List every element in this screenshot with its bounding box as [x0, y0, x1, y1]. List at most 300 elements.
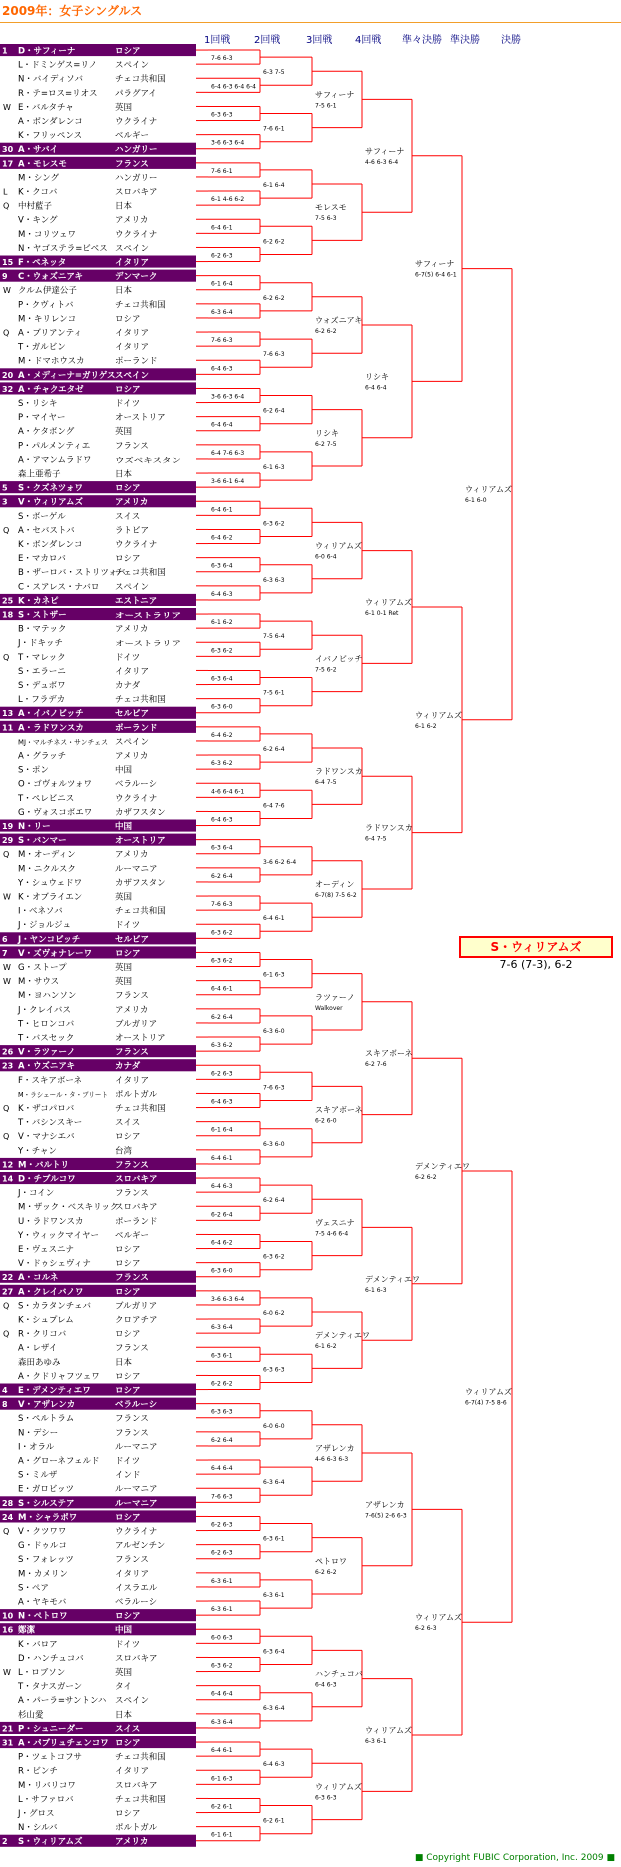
match-score: 6-2 6-3	[211, 1070, 233, 1078]
player-country: 日本	[115, 286, 133, 297]
player-name: S・デュボワ	[18, 681, 66, 691]
player-country: カナダ	[115, 1061, 141, 1072]
match-score: 6-3 6-2	[211, 929, 233, 937]
player-country: ハンガリー	[115, 173, 158, 184]
winner-name: イバノビッチ	[315, 654, 363, 664]
player-country: ルーマニア	[115, 864, 158, 875]
winner-name: サフィーナ	[365, 146, 405, 156]
match-score: 6-2 7-6	[365, 1061, 387, 1069]
match-score: 6-3 6-4	[263, 1648, 285, 1656]
player-country: フランス	[115, 1273, 149, 1284]
match-score: 7-6 6-1	[263, 125, 285, 133]
player-country: チェコ共和国	[115, 1794, 166, 1805]
winner-name: ラドワンスカ	[315, 767, 363, 777]
player-country: ベラルーシ	[115, 1597, 158, 1608]
match-score: 6-4 6-4	[211, 421, 233, 429]
player-name: N・ペトロワ	[18, 1611, 68, 1622]
player-country: オーストリア	[115, 836, 166, 847]
player-country: 中国	[115, 1625, 133, 1636]
match-score: 6-2 6-4	[211, 1211, 233, 1219]
player-country: セルビア	[115, 934, 150, 945]
seed-number: 22	[2, 1273, 14, 1283]
match-score: 3-6 6-1 6-4	[211, 478, 245, 486]
player-name: クルム伊達公子	[18, 286, 77, 297]
player-country: 英国	[115, 1668, 133, 1678]
player-country: ロシア	[115, 46, 141, 57]
player-country: クロアチア	[115, 1315, 158, 1326]
match-score: 7-6 6-1	[211, 167, 233, 175]
player-country: エストニア	[115, 596, 158, 607]
match-score: 6-4 7-5	[365, 835, 387, 843]
player-country: パラグアイ	[115, 88, 157, 99]
player-name: F・ペネッタ	[18, 258, 67, 268]
seed-number: 27	[2, 1287, 14, 1297]
player-name: S・カラタンチェバ	[18, 1301, 92, 1312]
match-score: 6-2 6-2	[263, 238, 285, 246]
player-country: ウズベキスタン	[115, 456, 164, 465]
match-score: 7-6 6-3	[211, 55, 233, 63]
player-name: O・ゴヴォルツォワ	[18, 779, 93, 790]
player-name: D・ハンチュコバ	[18, 1653, 84, 1664]
match-score: 6-3 6-4	[211, 308, 233, 316]
player-name: A・パーラ=サントンハ	[18, 1696, 107, 1707]
match-score: 6-3 7-5	[263, 69, 285, 77]
player-country: ポルトガル	[115, 1089, 158, 1100]
match-score: 7-5 6-1	[263, 689, 285, 697]
entry-code: Q	[3, 328, 10, 338]
player-name: J・クレイバス	[18, 1005, 71, 1016]
player-country: スペイン	[115, 1696, 150, 1707]
player-country: アメリカ	[115, 1837, 149, 1848]
winner-name: ハンチュコバ	[315, 1669, 363, 1679]
player-name: Y・チャン	[18, 1146, 57, 1157]
match-score: 6-4 6-3	[211, 1098, 233, 1106]
player-name: T・ペレビニス	[18, 793, 75, 804]
player-name: S・クズネツォワ	[18, 483, 83, 494]
player-name: D・チブルコワ	[18, 1174, 76, 1185]
player-name: P・パルメンティエ	[18, 441, 91, 452]
winner-name: デメンティエワ	[365, 1274, 421, 1284]
seed-number: 20	[2, 370, 14, 380]
player-country: ウクライナ	[115, 1527, 158, 1537]
player-name: N・デシー	[18, 1428, 59, 1439]
seed-number: 14	[2, 1174, 14, 1184]
match-score: 6-3 6-1	[211, 1352, 233, 1360]
match-score: 6-3 6-4	[211, 562, 233, 570]
player-country: ドイツ	[115, 1639, 141, 1650]
player-country: アメリカ	[115, 215, 149, 226]
player-country: ベラルーシ	[115, 779, 158, 790]
player-name: A・グローネフェルド	[18, 1456, 100, 1467]
seed-number: 26	[2, 1047, 14, 1057]
player-name: K・ボンダレンコ	[18, 540, 83, 550]
player-country: アルゼンチン	[115, 1541, 166, 1552]
match-score: 6-4 6-3	[211, 365, 233, 373]
player-name: E・ガロビッツ	[18, 1484, 75, 1495]
match-score: 6-1 6-3	[263, 971, 285, 979]
player-name: A・ボンダレンコ	[18, 117, 83, 127]
player-name: A・レザイ	[18, 1343, 58, 1354]
match-score: 7-5 6-3	[315, 215, 337, 223]
match-score: 6-4 6-2	[211, 731, 233, 739]
seed-number: 10	[2, 1611, 14, 1621]
seed-number: 11	[2, 723, 14, 733]
player-name: A・ウズニアキ	[18, 1061, 75, 1072]
player-name: N・リー	[18, 822, 51, 832]
match-score: 6-4 6-3	[211, 590, 233, 598]
winner-name: デメンティエワ	[315, 1331, 371, 1341]
winner-name: スキアボーネ	[365, 1049, 413, 1059]
seed-number: 30	[2, 145, 14, 155]
match-score: 6-3 6-2	[263, 520, 285, 528]
player-country: 英国	[115, 977, 133, 988]
match-score: 6-3 6-1	[211, 1577, 233, 1585]
match-score: 4-6 6-3 6-3	[315, 1456, 349, 1463]
player-name: V・ラツァーノ	[18, 1047, 76, 1058]
match-score: 6-7(4) 7-5 8-6	[465, 1399, 507, 1407]
player-name: MJ・マルチネス・サンチェス	[18, 738, 108, 747]
match-score: 7-6(5) 2-6 6-3	[365, 1512, 407, 1520]
player-country: ルーマニア	[115, 1484, 158, 1495]
player-country: オーストラリア	[115, 611, 181, 620]
player-country: フランス	[115, 1428, 149, 1439]
match-score: 6-1 6-1	[211, 1831, 233, 1839]
player-name: M・ニクルスク	[18, 864, 76, 875]
match-score: 6-3 6-4	[263, 1704, 285, 1712]
match-score: 6-4 6-2	[211, 1239, 233, 1247]
player-name: S・バンマー	[18, 836, 67, 847]
match-score: 6-1 6-3	[263, 464, 285, 471]
match-score: 6-1 6-2	[315, 1343, 337, 1351]
player-country: ロシア	[115, 1329, 141, 1340]
match-score: 6-2 6-4	[211, 872, 233, 880]
winner-name: モレスモ	[315, 203, 347, 213]
match-score: 6-4 6-3	[315, 1681, 337, 1689]
player-name: C・ウォズニアキ	[18, 272, 84, 283]
seed-number: 8	[2, 1400, 8, 1410]
player-country: ベラルーシ	[115, 1400, 158, 1411]
match-score: 6-2 6-4	[211, 1436, 233, 1444]
match-score: 6-2 6-4	[211, 1013, 233, 1021]
player-name: A・イバノビッチ	[18, 709, 84, 720]
match-score: 6-4 6-2	[211, 534, 233, 542]
winner-name: ウォズニアキ	[315, 316, 363, 325]
player-name: 鄭潔	[18, 1625, 36, 1636]
match-score: 7-5 4-6 6-4	[315, 1230, 349, 1238]
player-name: R・クリコバ	[18, 1329, 67, 1340]
champion-name: S・ウィリアムズ	[459, 936, 613, 958]
player-country: ルーマニア	[115, 1498, 158, 1509]
entry-code: L	[3, 187, 8, 197]
player-name: A・ラドワンスカ	[18, 723, 84, 734]
match-score: 6-1 6-0	[465, 497, 487, 505]
match-score: 6-1 6-2	[211, 619, 233, 627]
page-title: 2009年：女子シングルス	[2, 4, 143, 18]
match-score: 6-3 6-2	[211, 1042, 233, 1050]
entry-code: W	[3, 102, 11, 112]
player-name: A・アマンムラドワ	[18, 455, 92, 466]
player-country: チェコ共和国	[115, 906, 166, 917]
player-country: イタリア	[115, 258, 150, 268]
match-score: 6-7(5) 6-4 6-1	[415, 271, 457, 279]
player-country: アメリカ	[115, 850, 149, 861]
player-name: K・ザコパロバ	[18, 1104, 75, 1114]
winner-name: スキアボーネ	[315, 1105, 363, 1115]
match-score: 6-4 6-1	[211, 1747, 233, 1755]
player-country: スペイン	[115, 582, 150, 593]
player-country: 台湾	[115, 1146, 133, 1157]
seed-number: 4	[2, 1386, 8, 1395]
entry-code: Q	[3, 850, 10, 860]
winner-name: ウィリアムズ	[465, 485, 512, 495]
player-name: S・ペルトラム	[18, 1414, 75, 1425]
player-name: K・オブライエン	[18, 892, 83, 903]
match-score: 6-3 6-0	[211, 1267, 233, 1275]
player-country: ロシア	[115, 1809, 141, 1819]
player-name: M・バルトリ	[18, 1160, 69, 1171]
match-score: 6-2 6-3	[211, 1549, 233, 1557]
player-name: M・コリツェワ	[18, 229, 76, 240]
match-score: 6-3 6-1	[263, 1592, 285, 1599]
match-score: 6-2 6-1	[211, 1803, 233, 1811]
match-score: 6-3 6-2	[211, 1662, 233, 1670]
seed-number: 31	[2, 1738, 14, 1748]
match-score: 6-4 6-3 6-4 6-4	[211, 83, 256, 91]
player-country: フランス	[115, 991, 149, 1002]
match-score: 6-3 6-0	[263, 1028, 285, 1035]
entry-code: Q	[3, 1527, 10, 1536]
player-name: M・キリレンコ	[18, 314, 77, 325]
match-score: 6-3 6-3	[315, 1794, 337, 1802]
player-name: M・ザック・ベスキリック	[18, 1202, 119, 1213]
match-score: 6-4 7-5	[315, 779, 337, 787]
winner-name: ペトロワ	[315, 1556, 347, 1566]
player-country: ポーランド	[115, 1216, 158, 1227]
entry-code: W	[3, 977, 11, 987]
round-header-3: 3回戦	[306, 35, 333, 46]
player-name: N・ヤゴステラ=ビベス	[18, 243, 108, 254]
entry-code: W	[3, 892, 11, 902]
player-country: ウクライナ	[115, 793, 158, 804]
match-score: 6-2 6-2	[415, 1174, 437, 1181]
match-score: 6-1 4-6 6-2	[211, 196, 245, 204]
match-score: 6-3 6-4	[211, 675, 233, 683]
winner-name: ウィリアムズ	[415, 710, 462, 720]
match-score: 6-2 6-4	[263, 1197, 285, 1205]
match-score: 6-2 6-2	[315, 1568, 337, 1576]
entry-code: Q	[3, 201, 10, 211]
player-name: U・ラドワンスカ	[18, 1216, 84, 1227]
player-name: A・コルネ	[18, 1273, 59, 1284]
match-score: 6-3 6-4	[211, 1718, 233, 1726]
match-score: 7-6 6-3	[211, 901, 233, 909]
player-name: Y・シュウェドワ	[18, 878, 83, 889]
player-name: K・クコバ	[18, 187, 58, 198]
entry-code: Q	[3, 1301, 10, 1311]
player-country: フランス	[115, 1047, 149, 1058]
round-header-1: 1回戦	[204, 35, 231, 46]
player-name: M・シャラポワ	[18, 1512, 78, 1523]
player-name: R・テ=ロス=リオス	[18, 88, 98, 99]
winner-name: ウィリアムズ	[315, 541, 362, 551]
player-name: P・マイヤー	[18, 413, 66, 424]
winner-name: リシキ	[365, 372, 389, 382]
match-score: 6-2 6-3	[415, 1625, 437, 1633]
match-score: 6-4 6-1	[211, 506, 233, 514]
player-name: M・サウス	[18, 977, 60, 988]
player-country: 英国	[115, 892, 133, 903]
match-score: 6-3 6-3	[211, 1408, 233, 1416]
player-country: イタリア	[115, 328, 150, 339]
match-score: 6-2 6-4	[263, 407, 285, 415]
player-country: フランス	[115, 1160, 149, 1171]
player-name: P・クヴィトバ	[18, 300, 74, 311]
player-country: スロバキア	[115, 1202, 158, 1213]
player-name: M・ドマホウスカ	[18, 356, 85, 367]
player-country: アメリカ	[115, 1005, 149, 1016]
player-country: ロシア	[115, 1371, 141, 1382]
round-header-sf: 準決勝	[450, 35, 480, 46]
match-score: 6-3 6-2	[211, 760, 233, 768]
player-country: ベルギー	[115, 1230, 150, 1241]
entry-code: W	[3, 286, 11, 296]
player-name: L・サファロバ	[18, 1794, 74, 1805]
player-country: ロシア	[115, 1132, 141, 1143]
player-name: T・バスセック	[18, 1033, 75, 1044]
match-score: 3-6 6-3 6-4	[211, 139, 245, 147]
match-score: 6-4 6-4	[365, 384, 387, 392]
seed-number: 6	[2, 934, 8, 944]
match-score: 6-4 6-3	[211, 816, 233, 824]
player-country: ドイツ	[115, 920, 141, 931]
player-name: T・ヒロンコバ	[18, 1019, 75, 1030]
player-name: V・マナシエバ	[18, 1132, 75, 1143]
player-name: M・カメリン	[18, 1569, 68, 1580]
player-country: ロシア	[115, 483, 141, 494]
match-score: 7-5 6-2	[315, 666, 337, 674]
player-country: セルビア	[115, 709, 150, 720]
match-score: 6-4 6-1	[211, 1154, 233, 1162]
player-name: T・マレック	[18, 652, 66, 663]
player-country: ロシア	[115, 948, 141, 959]
player-country: 英国	[115, 102, 133, 113]
player-country: スイス	[115, 511, 141, 522]
match-score: 6-2 6-0	[315, 1117, 337, 1125]
player-name: I・ベネソバ	[18, 906, 63, 917]
winner-name: リシキ	[315, 428, 339, 438]
match-score: Walkover	[315, 1004, 343, 1012]
player-country: フランス	[115, 1555, 149, 1566]
round-header-qf: 準々決勝	[402, 35, 442, 46]
player-country: タイ	[115, 1682, 132, 1693]
round-header-final: 決勝	[501, 35, 521, 46]
player-country: スペイン	[115, 243, 150, 254]
player-name: V・アザレンカ	[18, 1400, 76, 1411]
entry-code: Q	[3, 1104, 10, 1113]
match-score: 6-3 6-2	[211, 647, 233, 655]
entry-code: W	[3, 1668, 11, 1677]
match-score: 6-1 6-4	[211, 1126, 233, 1134]
seed-number: 13	[2, 709, 14, 719]
player-name: E・バルタチャ	[18, 102, 74, 113]
player-country: ロシア	[115, 554, 141, 565]
player-name: J・コイン	[18, 1188, 55, 1199]
player-name: S・リシキ	[18, 399, 58, 409]
match-score: 6-1 6-3	[211, 1775, 233, 1783]
winner-name: オーディン	[315, 880, 355, 889]
match-score: 6-4 6-1	[211, 985, 233, 993]
player-name: T・バシンスキー	[18, 1118, 83, 1129]
player-name: S・ウィリアムズ	[18, 1837, 83, 1848]
player-name: J・ドキッチ	[18, 638, 63, 649]
match-score: 6-4 6-1	[211, 224, 233, 232]
player-name: C・スアレス・ナバロ	[18, 582, 100, 593]
match-score: 6-7(8) 7-5 6-2	[315, 892, 357, 899]
player-name: K・フリッペンス	[18, 131, 83, 142]
player-country: ウクライナ	[115, 117, 158, 127]
match-score: 6-3 6-0	[211, 703, 233, 711]
match-score: 6-2 6-3	[211, 252, 233, 260]
player-country: ウクライナ	[115, 229, 158, 240]
match-score: 6-0 6-0	[263, 1422, 285, 1430]
player-name: N・シルバ	[18, 1823, 58, 1834]
winner-name: アザレンカ	[365, 1500, 405, 1510]
match-score: 4-6 6-3 6-4	[365, 158, 399, 166]
match-score: 6-4 6-3	[211, 1183, 233, 1191]
player-country: フランス	[115, 1188, 149, 1199]
match-score: 7-6 6-3	[263, 351, 285, 359]
match-score: 7-6 6-3	[263, 1084, 285, 1092]
player-country: ルーマニア	[115, 1442, 158, 1453]
player-name: A・ヤキモバ	[18, 1597, 67, 1608]
seed-number: 24	[2, 1512, 14, 1522]
player-country: ロシア	[115, 1512, 141, 1523]
player-name: 中村藍子	[18, 201, 53, 212]
player-name: G・ストープ	[18, 963, 67, 973]
player-country: ベルギー	[115, 131, 150, 142]
player-country: カナダ	[115, 681, 141, 691]
match-score: 6-2 6-3	[211, 1521, 233, 1529]
player-name: V・キング	[18, 215, 58, 226]
match-score: 4-6 6-4 6-1	[211, 788, 245, 796]
player-name: S・ボーゲル	[18, 511, 66, 522]
player-country: ドイツ	[115, 1456, 141, 1467]
player-name: Y・ウィックマイヤー	[18, 1230, 100, 1241]
match-score: 7-6 6-3	[211, 1493, 233, 1501]
player-name: V・ウィリアムズ	[18, 497, 83, 508]
player-country: ロシア	[115, 314, 141, 325]
winner-name: ウィリアムズ	[415, 1613, 462, 1623]
player-name: T・ガルビン	[18, 342, 66, 353]
player-name: P・ツェトコフサ	[18, 1752, 82, 1763]
player-country: イタリア	[115, 666, 150, 677]
player-country: カザフスタン	[115, 878, 166, 889]
player-name: A・メディーナ=ガリゲス	[18, 370, 116, 381]
match-score: 6-3 6-4	[211, 844, 233, 852]
winner-name: ラドワンスカ	[365, 823, 413, 833]
match-score: 6-2 7-5	[315, 440, 337, 448]
player-country: 日本	[115, 1357, 133, 1368]
seed-number: 1	[2, 46, 8, 56]
player-country: スペイン	[115, 370, 150, 381]
player-country: アメリカ	[115, 624, 149, 635]
player-country: スロバキア	[115, 1653, 158, 1664]
player-country: ロシア	[115, 1259, 141, 1270]
player-country: アメリカ	[115, 497, 149, 508]
match-score: 6-0 6-2	[263, 1310, 285, 1317]
winner-name: ラツァーノ	[315, 992, 355, 1002]
seed-number: 21	[2, 1724, 14, 1734]
